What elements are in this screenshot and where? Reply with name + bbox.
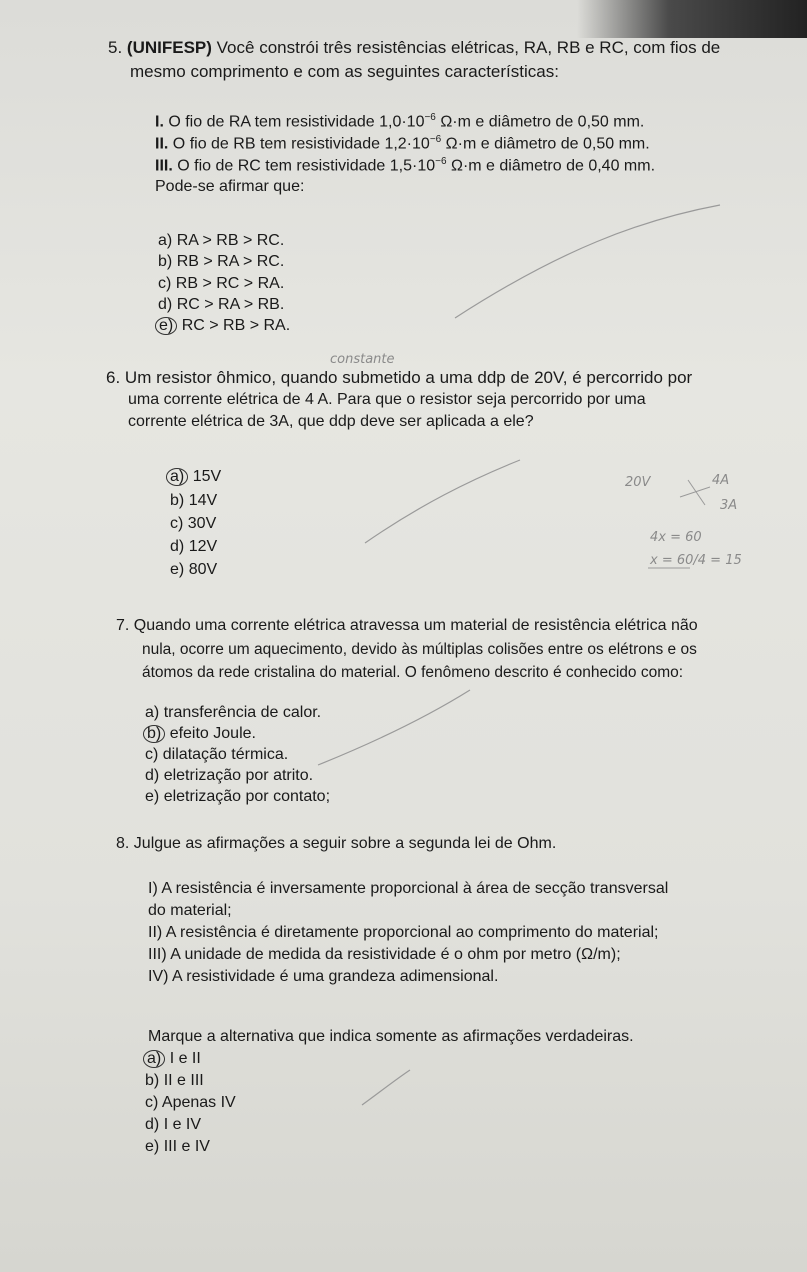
q5-item-3-exp: −6 — [435, 156, 447, 167]
q8-statement-1a: I) A resistência é inversamente proporcional à área de secção transversal — [148, 880, 669, 897]
q6-option-b-text: 14V — [188, 492, 218, 509]
q5-item-1-exp: −6 — [424, 112, 436, 123]
q8-option-c-text: Apenas IV — [161, 1094, 236, 1111]
q7-option-c-text: dilatação térmica. — [162, 746, 289, 763]
q5-option-c-letter: c) — [158, 275, 172, 292]
q6-line-3: corrente elétrica de 3A, que ddp deve ser aplicada a ele? — [128, 413, 534, 430]
q8-line-1-text: Julgue as afirmações a seguir sobre a segunda lei de Ohm. — [133, 835, 557, 852]
q5-item-2-label: II. — [155, 135, 169, 153]
q6-handwriting-eq2: x = 60/4 = 15 — [650, 553, 742, 568]
q5-option-a-text: RA > RB > RC. — [176, 232, 285, 249]
q6-option-e-text: 80V — [188, 561, 218, 578]
q5-handwriting: constante — [330, 352, 395, 367]
q5-item-1-rest: Ω·m e diâmetro de 0,50 mm. — [440, 113, 645, 131]
q7-line-1-text: Quando uma corrente elétrica atravessa um material de resistência elétrica não — [133, 617, 698, 634]
q5-number: 5. — [108, 38, 123, 57]
q7-option-d-text: eletrização por atrito. — [163, 767, 314, 784]
q8-option-b-text: II e III — [163, 1072, 204, 1089]
pencil-cross-q6 — [680, 480, 710, 505]
q7-option-b-text: efeito Joule. — [169, 725, 256, 742]
q8-option-b-letter: b) — [145, 1072, 160, 1089]
q8-statement-4: IV) A resistividade é uma grandeza adimensional. — [148, 968, 499, 985]
q8-option-a-letter-circled: a) — [143, 1050, 165, 1068]
q5-intro-1: Você constrói três resistências elétricas, RA, RB e RC, com fios de — [216, 38, 721, 57]
q6-line-2: uma corrente elétrica de 4 A. Para que o resistor seja percorrido por uma — [128, 391, 646, 408]
q6-option-a-letter-circled: a) — [166, 468, 188, 486]
q5-option-b-letter: b) — [158, 253, 173, 270]
q5-item-3-label: III. — [155, 157, 173, 175]
pencil-stroke-q8 — [362, 1070, 410, 1105]
q6-handwriting-20v: 20V — [625, 475, 651, 490]
q7-option-e-letter: e) — [145, 788, 160, 805]
q7-number: 7. — [116, 617, 130, 634]
q8-option-e-text: III e IV — [163, 1138, 210, 1155]
q5-option-a-letter: a) — [158, 232, 173, 249]
q5-source: (UNIFESP) — [126, 38, 212, 57]
q5-option-d-letter: d) — [158, 296, 173, 313]
q7-option-a-letter: a) — [145, 704, 160, 721]
q7-option-c-letter: c) — [145, 746, 159, 763]
q6-option-d-letter: d) — [170, 538, 185, 555]
q5-option-b-text: RB > RA > RC. — [176, 253, 285, 270]
q8-statement-2: II) A resistência é diretamente proporcional ao comprimento do material; — [148, 924, 659, 941]
q8-option-d-text: I e IV — [163, 1116, 202, 1133]
q7-option-d-letter: d) — [145, 767, 160, 784]
q8-option-d-letter: d) — [145, 1116, 160, 1133]
q8-option-e-letter: e) — [145, 1138, 160, 1155]
q5-option-e-letter-circled: e) — [155, 317, 177, 335]
q5-item-3-text: O fio de RC tem resistividade 1,5·10 — [177, 157, 436, 175]
q8-number: 8. — [116, 835, 130, 852]
q7-option-a-text: transferência de calor. — [163, 704, 322, 721]
q5-option-e-text: RC > RB > RA. — [181, 317, 291, 334]
q8-statement-3: III) A unidade de medida da resistividade é o ohm por metro (Ω/m); — [148, 946, 621, 963]
q7-line-3: átomos da rede cristalina do material. O fenômeno descrito é conhecido como: — [142, 664, 684, 681]
q5-option-d-text: RC > RA > RB. — [176, 296, 285, 313]
q6-option-b-letter: b) — [170, 492, 185, 509]
pencil-stroke-q6 — [365, 460, 520, 543]
q5-item-2-exp: −6 — [429, 134, 442, 145]
pencil-stroke-q7 — [318, 690, 470, 765]
q7-option-e-text: eletrização por contato; — [163, 788, 331, 805]
q5-item-1-text: O fio de RA tem resistividade 1,0·10 — [168, 113, 425, 131]
q7-option-b-letter-circled: b) — [143, 725, 165, 743]
q6-number: 6. — [106, 368, 121, 387]
q6-option-c-letter: c) — [170, 515, 184, 532]
q6-option-e-letter: e) — [170, 561, 185, 578]
q8-option-c-letter: c) — [145, 1094, 159, 1111]
q5-prompt: Pode-se afirmar que: — [155, 178, 305, 195]
q5-item-2-text: O fio de RB tem resistividade 1,2·10 — [172, 135, 430, 153]
q6-handwriting-eq1: 4x = 60 — [650, 530, 702, 545]
q6-option-a-text: 15V — [192, 468, 222, 485]
q5-intro-2: mesmo comprimento e com as seguintes características: — [130, 62, 559, 81]
q5-item-3-rest: Ω·m e diâmetro de 0,40 mm. — [450, 157, 656, 175]
q6-handwriting-4a: 4A — [712, 473, 730, 488]
q5-item-2-rest: Ω·m e diâmetro de 0,50 mm. — [445, 135, 650, 153]
q6-handwriting-3a: 3A — [720, 498, 738, 513]
pencil-stroke-q5 — [455, 205, 720, 318]
q8-option-a-text: I e II — [169, 1050, 201, 1067]
q8-statement-1b: do material; — [148, 902, 232, 919]
q7-line-2: nula, ocorre um aquecimento, devido às múltiplas colisões entre os elétrons e os — [142, 641, 697, 658]
q6-line-1-text: Um resistor ôhmico, quando submetido a uma ddp de 20V, é percorrido por — [124, 368, 693, 387]
q5-option-c-text: RB > RC > RA. — [175, 275, 285, 292]
q8-prompt: Marque a alternativa que indica somente as afirmações verdadeiras. — [148, 1028, 634, 1045]
q6-option-d-text: 12V — [188, 538, 218, 555]
q6-option-c-text: 30V — [187, 515, 217, 532]
q5-item-1-label: I. — [155, 113, 164, 131]
